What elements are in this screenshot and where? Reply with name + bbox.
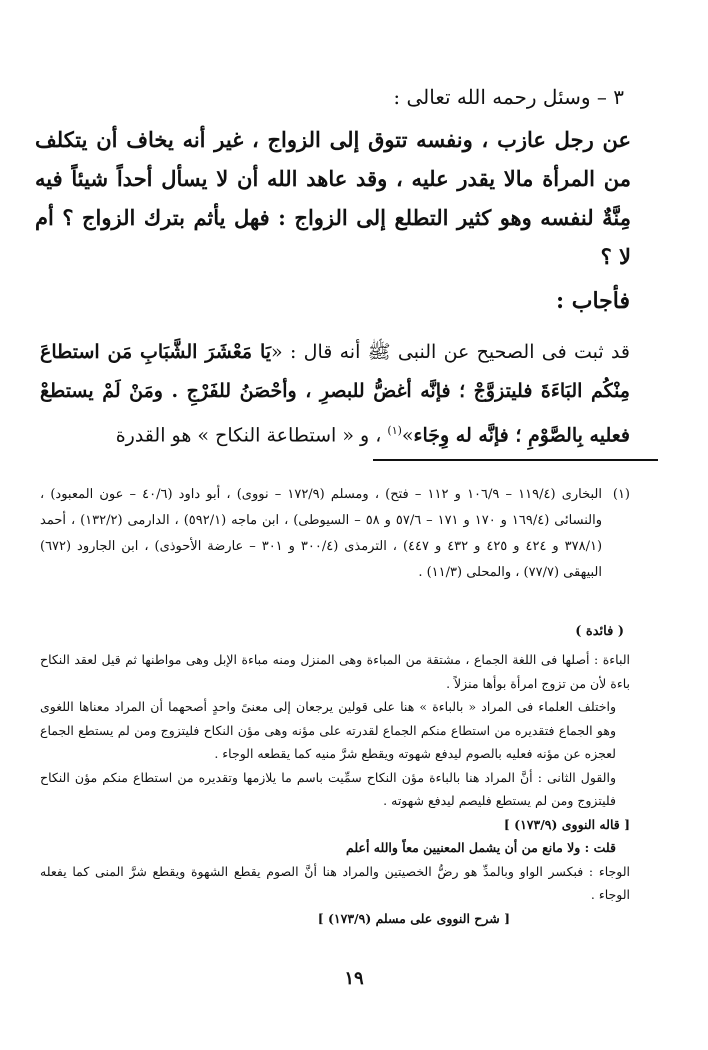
footnote-text: البخارى (١١٩/٤ – ١٠٦/٩ و ١١٢ – فتح) ، ومسلم (١٧٢/٩ – نووى) ، أبو داود (٤٠/٦ – عون المعبود) ، والنسائى (١٦٩/٤ و ١٧٠ و ١٧١ – ٥٧/٦ و ٥٨ – السيوطى) ، ابن ماجه (٥٩٢/١) ، الدارمى (١٣٢/٢) ، أحمد (٣٧٨/١ و ٤٢٤ و ٤٢٥ و ٤٣٢ و ٤٤٧) ، الترمذى (٣٠٠/٤ و ٣٠١ – عارضة الأحوذى) ، ابن الجارود (٦٧٢) البيهقى (٧٧/٧) ، والمحلى (١١/٣) . — [40, 487, 603, 580]
answer-label: فأجاب : — [555, 288, 630, 314]
note-paragraph-1: الباءة : أصلها فى اللغة الجماع ، مشتقة من المباءة وهى المنزل ومنه مباءة الإبل وهى مواطنها ثم قيل لعقد النكاح باءة لأن من تزوج امرأة بوأها منزلاً . — [40, 652, 630, 691]
note-reference-2: [ شرح النووى على مسلم (١٧٣/٩) ] — [317, 910, 510, 926]
answer-text — [0, 333, 708, 455]
note-paragraph-2: واختلف العلماء فى المراد « بالباءة » هنا على قولين يرجعان إلى معنىً واحدٍ أصحهما أن المراد معناها اللغوى وهو الجماع فتقديره من استطاع منكم الجماع لقدرته على مؤنه وهى مؤن النكاح فليتزوج ومن لم يستطع الجماع لعجزه عن مؤنه فعليه بالصوم ليدفع شهوته ويقطع شرَّ منيه كما يقطعه الوجاء . — [40, 699, 616, 761]
note-paragraph-3: والقول الثانى : أنَّ المراد هنا بالباءة مؤن النكاح سمِّيت باسم ما يلازمها وتقديره من استطاع منكم مؤن النكاح فليتزوج ومن لم يستطع فليصم ليدفع شهوته . — [40, 769, 616, 808]
page-number: ١٩ — [344, 968, 364, 989]
note-reference-1: [ قاله النووى (١٧٣/٩) ] — [503, 816, 630, 832]
benefit-notes — [0, 648, 708, 930]
answer-tail: ، و « استطاعة النكاح » هو القدرة — [115, 424, 382, 447]
footnote-number: (١) — [612, 487, 630, 502]
note-paragraph-5: الوجاء : فبكسر الواو وبالمدِّ هو رضُّ الخصيتين والمراد هنا أنَّ الصوم يقطع الشهوة ويقطع شرَّ المنى كما يفعله الوجاء . — [40, 863, 630, 902]
question-heading: ٣ – وسئل رحمه الله تعالى : — [393, 85, 624, 109]
footnote-divider — [373, 459, 658, 461]
footnote-marker: (١) — [387, 424, 402, 437]
note-paragraph-4: قلت : ولا مانع من أن يشمل المعنيين معاً والله أعلم — [346, 840, 616, 855]
footnote — [0, 482, 708, 586]
hadith-close: » — [401, 424, 414, 447]
question-text: عن رجل عازب ، ونفسه تتوق إلى الزواج ، غير أنه يخاف أن يتكلف من المرأة مالا يقدر عليه ، وقد عاهد الله أن لا يسأل أحداً شيئاً فيه مِنَّةٌ لنفسه وهو كثير التطلع إلى الزواج : فهل يأثم بترك الزواج ؟ أم لا ؟ — [35, 127, 631, 269]
benefit-title: ( فائدة ) — [575, 624, 624, 639]
answer-intro: قد ثبت فى الصحيح عن النبى ﷺ أنه قال : « — [271, 341, 631, 363]
hadith-text: يَا مَعْشَرَ الشَّبَابِ مَن استطاعَ مِنْكُم البَاءَةَ فليتزوَّجْ ؛ فإنَّه أغضُّ للبصرِ ، وأحْصَنُ للفَرْجِ . ومَنْ لَمْ يستطعْ فعليه بِالصَّوْمِ ؛ فإنَّه له وِجَاء — [40, 341, 630, 447]
